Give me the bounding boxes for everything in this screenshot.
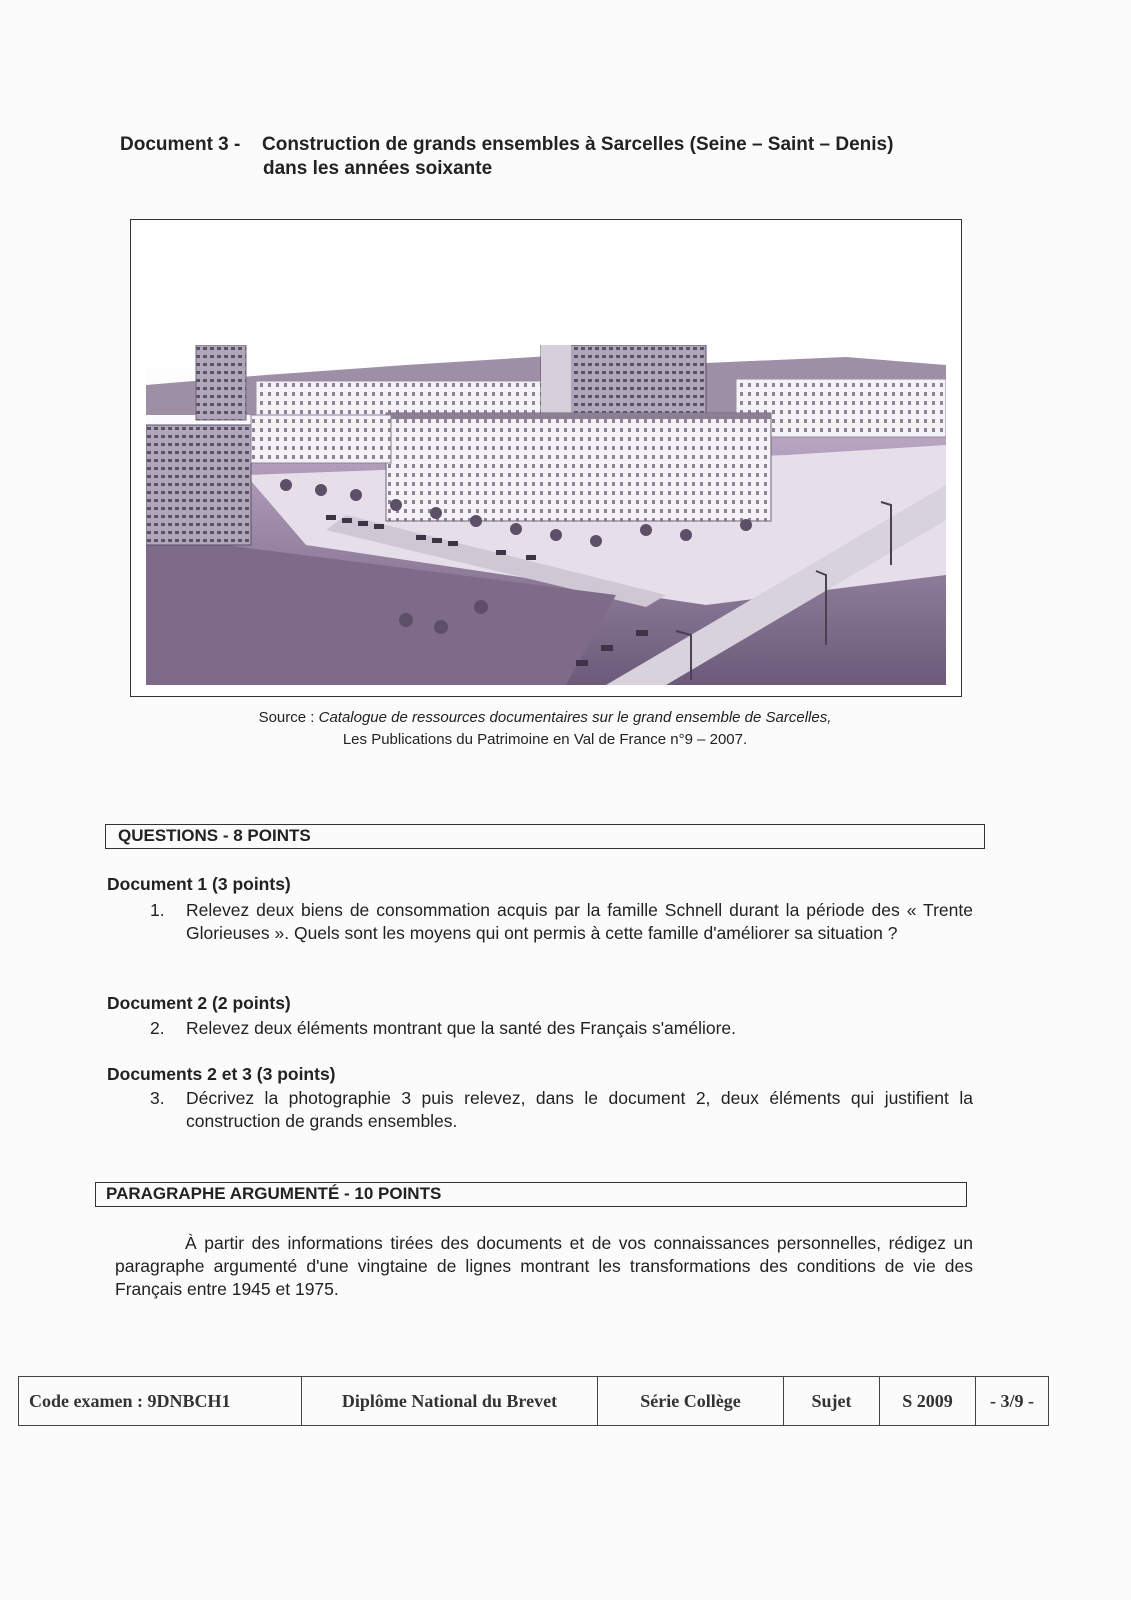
question-heading-2: Document 2 (2 points) [107,993,291,1013]
paragraph-instructions: À partir des informations tirées des documents et de vos connaissances personnelles, rédigez un paragraphe argumenté d'une vingtaine de lignes montrant les transformations des conditions de vie des Français entre 1945 et 1975. [115,1233,973,1299]
question-text-1: Relevez deux biens de consommation acquis par la famille Schnell durant la période des « Trente Glorieuses ». Quels sont les moyens qui ont permis à cette famille d'améliorer sa situation ? [186,900,973,943]
question-3 [150,1087,973,1133]
footer-serie: Série Collège [598,1377,784,1426]
footer-diploma: Diplôme National du Brevet [302,1377,598,1426]
question-number-2: 2. [150,1018,165,1038]
document-title [120,133,893,181]
question-heading-3: Documents 2 et 3 (3 points) [107,1064,336,1084]
paragraph-section-bar: PARAGRAPHE ARGUMENTÉ - 10 POINTS [95,1182,967,1207]
question-text-2: Relevez deux éléments montrant que la santé des Français s'améliore. [186,1018,737,1038]
document-label: Document 3 - [120,134,241,155]
question-1 [150,899,973,945]
source-prefix: Source : [258,709,319,726]
photo-source [130,707,960,751]
question-number-3: 3. [150,1088,165,1108]
question-2 [150,1017,973,1040]
exam-footer-table [18,1376,1049,1426]
photo-illustration [146,345,946,685]
source-publisher: Les Publications du Patrimoine en Val de France n°9 – 2007. [342,731,748,748]
questions-section-bar: QUESTIONS - 8 POINTS [105,824,985,849]
question-heading-1: Document 1 (3 points) [107,874,291,894]
source-title: Catalogue de ressources documentaires sur le grand ensemble de Sarcelles, [318,709,832,726]
footer-sujet: Sujet [784,1377,880,1426]
document-title-line2: dans les années soixante [263,158,493,179]
sarcelles-photograph [146,345,946,685]
document-title-line1 [120,133,893,157]
photo-frame [130,219,962,697]
footer-session: S 2009 [880,1377,976,1426]
footer-page-number: - 3/9 - [976,1377,1049,1426]
question-number-1: 1. [150,900,165,920]
footer-exam-code: Code examen : 9DNBCH1 [19,1377,302,1426]
document-title-text: Construction de grands ensembles à Sarcelles (Seine – Saint – Denis) [262,134,894,155]
question-text-3: Décrivez la photographie 3 puis relevez, dans le document 2, deux éléments qui justifient la construction de grands ensembles. [186,1088,973,1131]
